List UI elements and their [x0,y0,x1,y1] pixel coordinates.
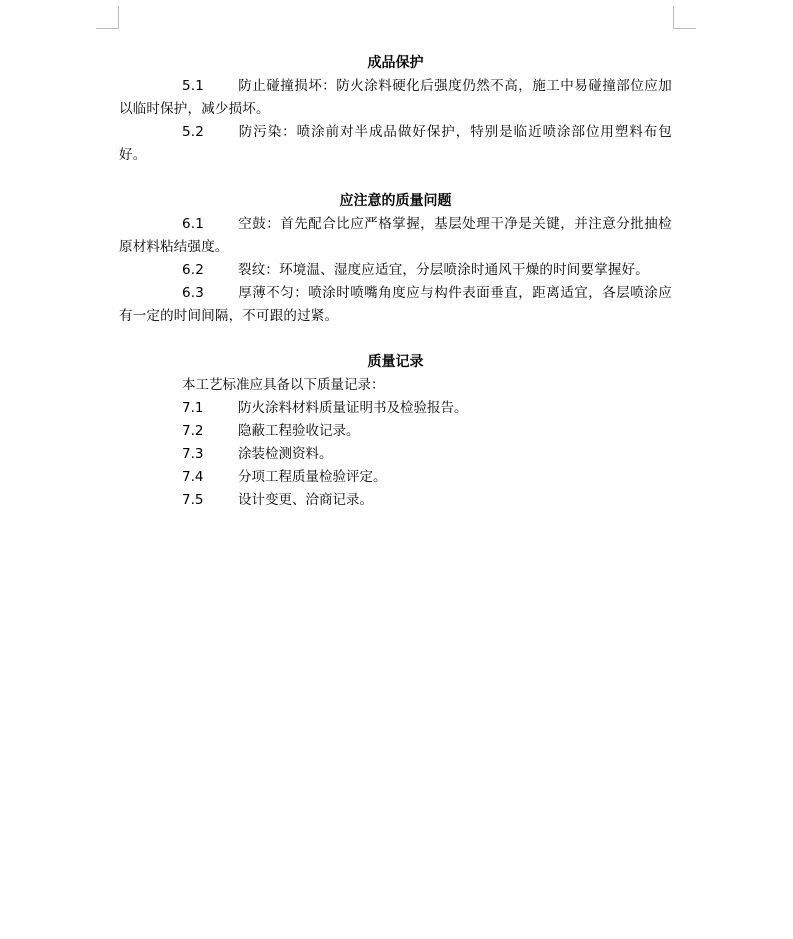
paragraph-number: 6.1 [182,216,205,232]
paragraph-6-2 [119,259,672,282]
item-number: 7.5 [182,492,204,508]
paragraph-text: 防污染：喷涂前对半成品做好保护，特别是临近喷涂部位用塑料布包好。 [119,124,672,163]
paragraph-text: 厚薄不匀：喷涂时喷嘴角度应与构件表面垂直，距离适宜，各层喷涂应有一定的时间间隔，不可跟的过紧。 [119,285,672,324]
paragraph-5-1 [119,75,672,121]
item-number: 7.3 [182,446,204,462]
paragraph-text: 裂纹：环境温、湿度应适宜，分层喷涂时通风干燥的时间要掌握好。 [238,262,649,278]
section-title-finished-product-protection: 成品保护 [367,55,424,71]
records-intro: 本工艺标准应具备以下质量记录： [182,377,385,393]
record-item-7-2 [119,420,672,443]
item-number: 7.4 [182,469,204,485]
section-gap [119,167,672,190]
paragraph-text: 防止碰撞损坏：防火涂料硬化后强度仍然不高，施工中易碰撞部位应加以临时保护，减少损坏。 [119,78,672,117]
item-text: 隐蔽工程验收记录。 [238,423,360,439]
record-item-7-4 [119,466,672,489]
item-number: 7.2 [182,423,204,439]
paragraph-6-1 [119,213,672,259]
top-left-margin-mark [96,6,119,29]
paragraph-number: 6.3 [182,285,205,301]
paragraph-6-3 [119,282,672,328]
paragraph-number: 6.2 [182,262,205,278]
record-item-7-1 [119,397,672,420]
section-title-quality-issues: 应注意的质量问题 [339,193,452,209]
item-text: 防火涂料材料质量证明书及检验报告。 [238,400,468,416]
record-item-7-3 [119,443,672,466]
paragraph-text: 空鼓：首先配合比应严格掌握，基层处理干净是关键，并注意分批抽检原材料粘结强度。 [119,216,672,255]
section-title-quality-records: 质量记录 [367,354,424,370]
record-item-7-5 [119,489,672,512]
item-text: 设计变更、洽商记录。 [238,492,373,508]
document-body [119,52,672,512]
top-right-margin-mark [673,6,696,29]
paragraph-5-2 [119,121,672,167]
paragraph-number: 5.2 [182,124,205,140]
paragraph-number: 5.1 [182,78,205,94]
item-text: 分项工程质量检验评定。 [238,469,387,485]
item-number: 7.1 [182,400,204,416]
section-gap [119,328,672,351]
item-text: 涂装检测资料。 [238,446,333,462]
